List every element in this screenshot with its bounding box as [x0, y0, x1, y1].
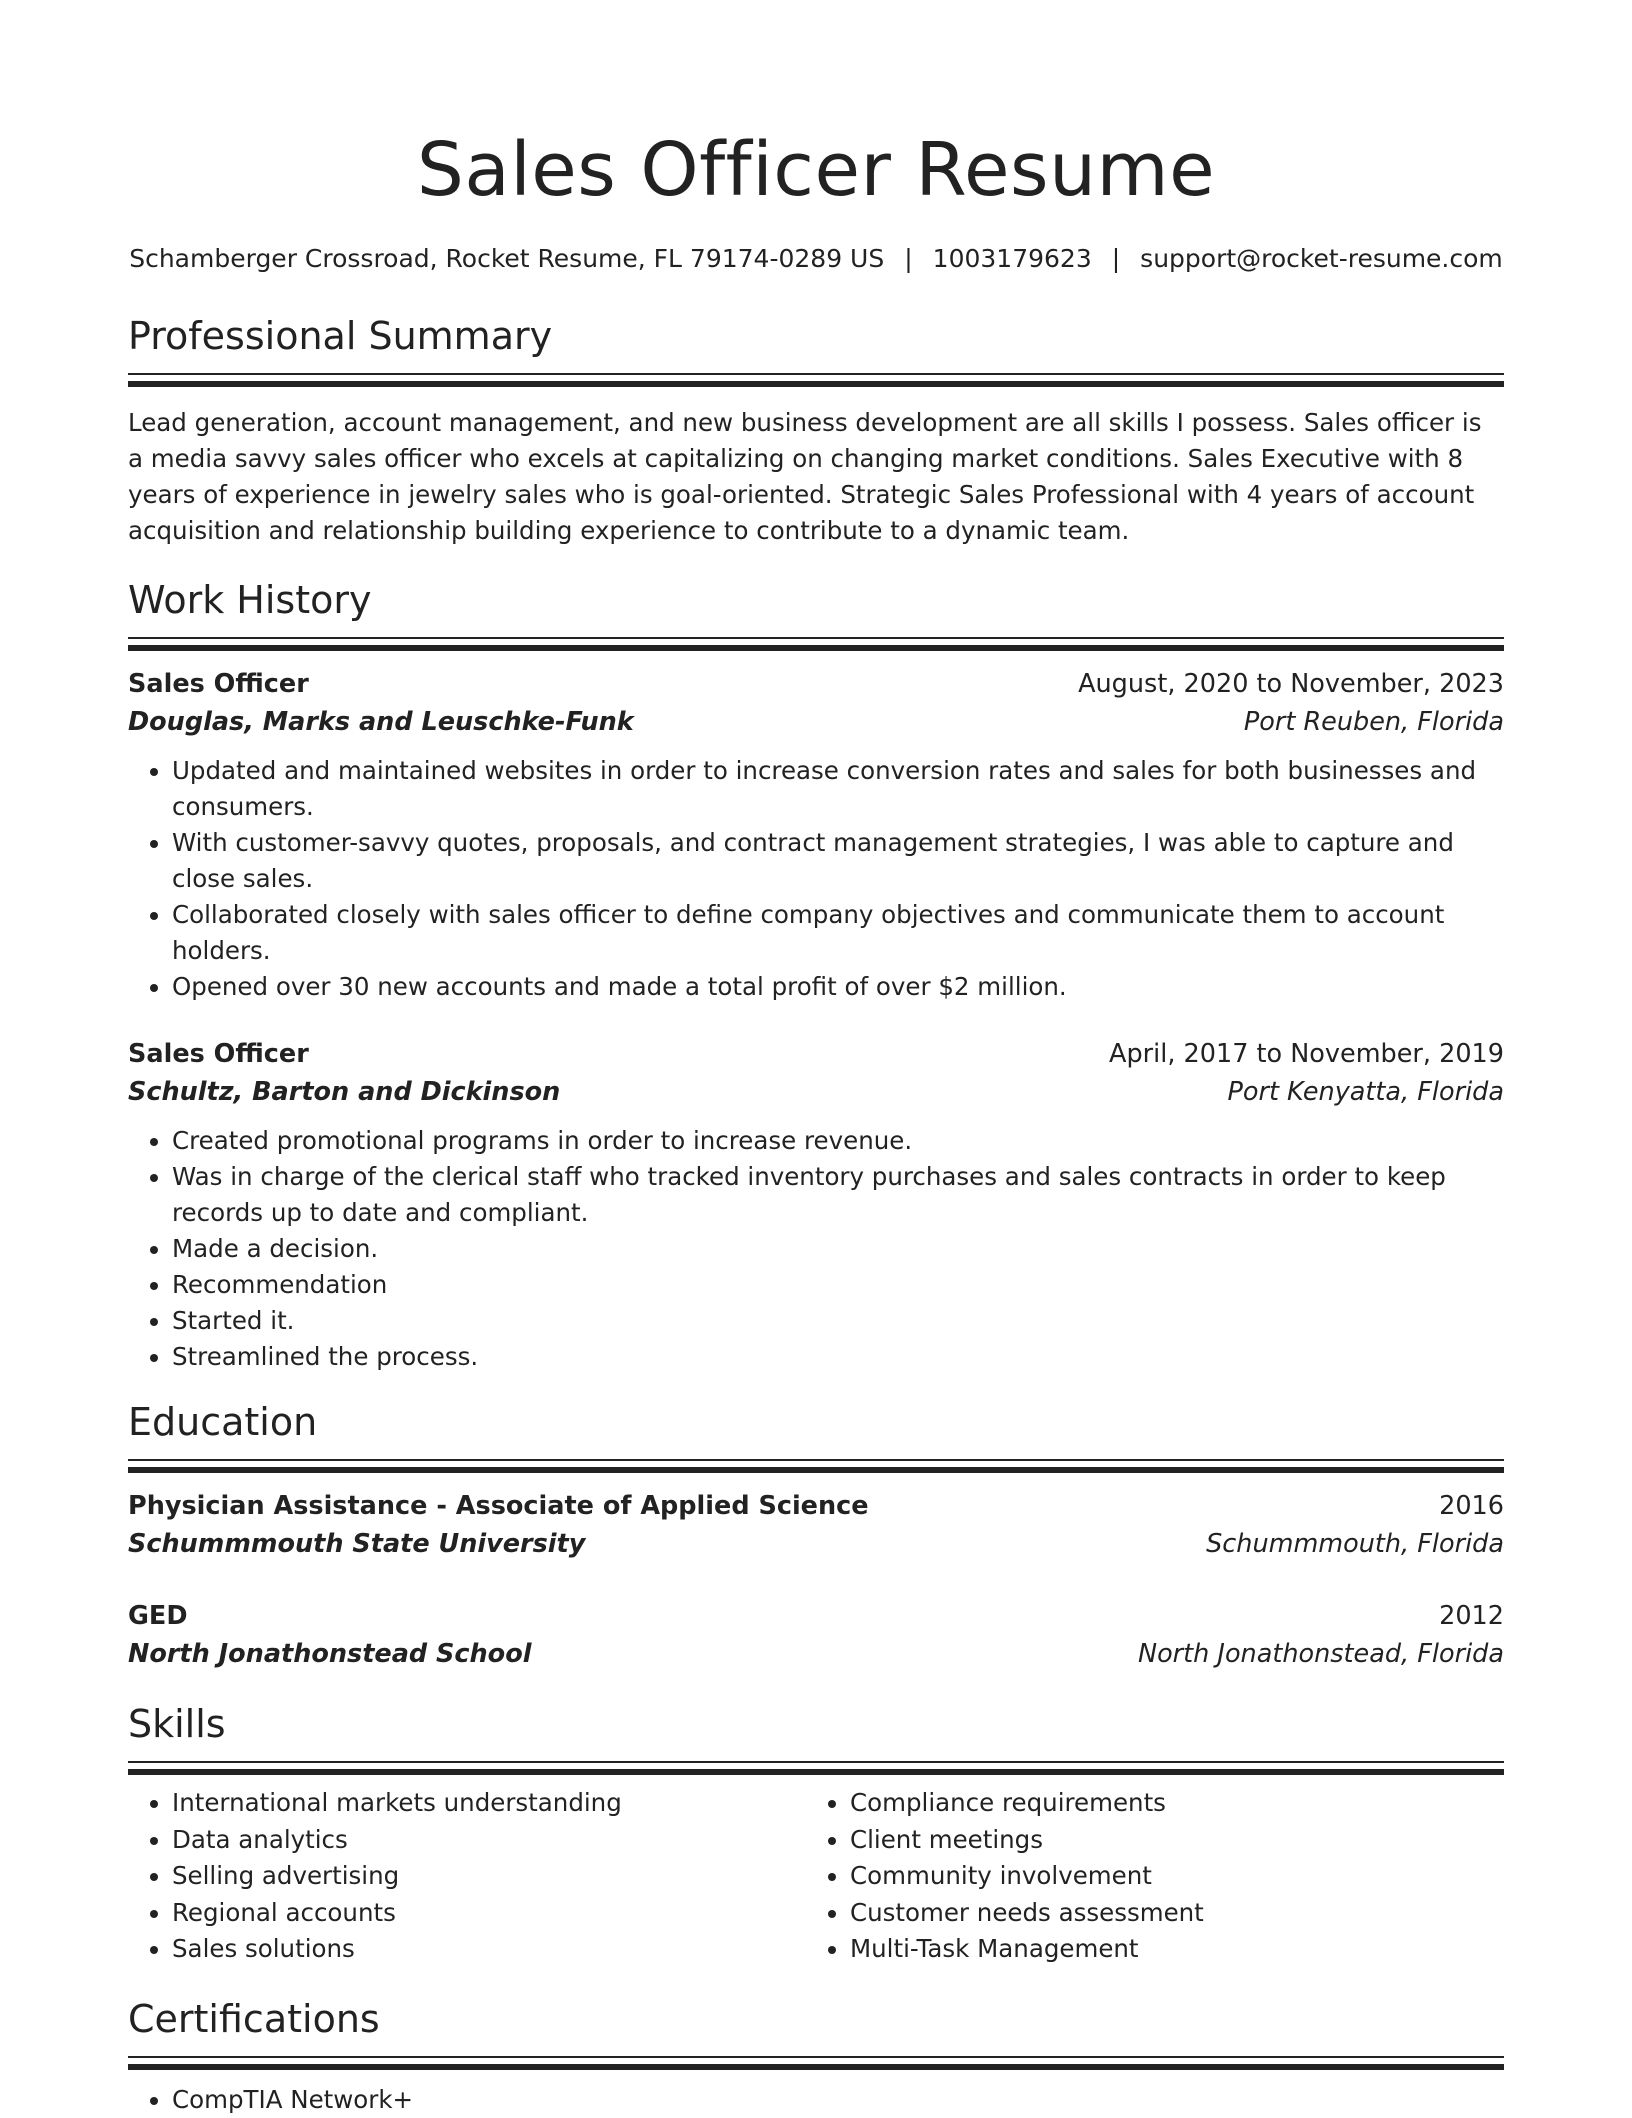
contact-address: Schamberger Crossroad, Rocket Resume, FL 79174-0289 US [129, 244, 885, 273]
job-entry [128, 665, 1504, 1005]
contact-phone: 1003179623 [932, 244, 1092, 273]
work-history-section [128, 575, 1504, 1375]
job-entry [128, 1035, 1504, 1375]
education-degree: Physician Assistance - Associate of Applied Science [128, 1491, 869, 1521]
section-heading-summary: Professional Summary [128, 314, 553, 358]
education-section [128, 1397, 1504, 1673]
skill-item: • International markets understanding [172, 1785, 806, 1822]
summary-text: Lead generation, account management, and new business development are all skills I possess. Sales officer is a media savvy sales officer who excels at capitalizing on changing market conditions. Sales Executive with 8 years of experience in jewelry sales who is goal-oriented. Strategic Sales Professional with 4 years of account acquisition and relationship building experience to contribute to a dynamic team. [128, 408, 1482, 545]
list-item: • Opened over 30 new accounts and made a total profit of over $2 million. [172, 969, 1504, 1005]
education-location: Schummmouth, Florida [1206, 1529, 1504, 1559]
skill-item: • Regional accounts [172, 1895, 806, 1932]
skill-item: • Multi-Task Management [850, 1931, 1484, 1968]
contact-email[interactable]: support@rocket-resume.com [1140, 244, 1503, 273]
skill-item: • Client meetings [850, 1822, 1484, 1859]
certifications-list [128, 2082, 1504, 2118]
education-degree: GED [128, 1601, 188, 1631]
section-heading-certifications: Certifications [128, 1996, 380, 2041]
contact-line [128, 242, 1504, 276]
skill-item: • Customer needs assessment [850, 1895, 1484, 1932]
skills-column-left [128, 1785, 806, 1968]
section-heading-skills: Skills [128, 1702, 226, 1746]
section-heading-work-history: Work History [128, 578, 372, 622]
job-company: Douglas, Marks and Leuschke-Funk [128, 707, 634, 737]
skill-item: • Sales solutions [172, 1931, 806, 1968]
section-divider [128, 373, 1504, 387]
list-item: • Created promotional programs in order to increase revenue. [172, 1123, 1504, 1159]
list-item: • Made a decision. [172, 1231, 1504, 1267]
contact-separator: | [1111, 244, 1121, 273]
education-year: 2016 [1439, 1491, 1504, 1521]
list-item: • Collaborated closely with sales officer to define company objectives and communicate them to account holders. [172, 897, 1504, 969]
list-item: • Streamlined the process. [172, 1339, 1504, 1375]
list-item: • Started it. [172, 1303, 1504, 1339]
section-divider [128, 1761, 1504, 1775]
education-year: 2012 [1439, 1601, 1504, 1631]
contact-separator: | [904, 244, 913, 273]
section-heading-education: Education [128, 1400, 318, 1444]
list-item: • Updated and maintained websites in order to increase conversion rates and sales for both businesses and consumers. [172, 753, 1504, 825]
education-entry [128, 1597, 1504, 1673]
section-divider [128, 1459, 1504, 1473]
education-location: North Jonathonstead, Florida [1138, 1639, 1504, 1669]
job-title: Sales Officer [128, 1039, 309, 1069]
skill-item: • Data analytics [172, 1822, 806, 1859]
page-title: Sales Officer Resume [416, 127, 1216, 213]
resume-page [128, 0, 1504, 2118]
list-item: • Was in charge of the clerical staff who tracked inventory purchases and sales contracts in order to keep records up to date and compliant. [172, 1159, 1504, 1231]
section-divider [128, 637, 1504, 651]
skill-item: • Community involvement [850, 1858, 1484, 1895]
list-item: • Recommendation [172, 1267, 1504, 1303]
skills-grid [128, 1785, 1504, 1968]
job-bullets [128, 1123, 1504, 1375]
certifications-section [128, 1994, 1504, 2118]
job-location: Port Reuben, Florida [1243, 707, 1504, 737]
skills-section [128, 1699, 1504, 1968]
skill-item: • Compliance requirements [850, 1785, 1484, 1822]
education-school: Schummmouth State University [128, 1529, 586, 1559]
skill-item: • Selling advertising [172, 1858, 806, 1895]
list-item: • With customer-savvy quotes, proposals, and contract management strategies, I was able to capture and close sales. [172, 825, 1504, 897]
certification-item: • CompTIA Network+ [172, 2082, 1504, 2118]
summary-section [128, 311, 1504, 549]
job-bullets [128, 753, 1504, 1005]
job-title: Sales Officer [128, 669, 309, 699]
job-location: Port Kenyatta, Florida [1227, 1077, 1504, 1107]
job-dates: April, 2017 to November, 2019 [1109, 1039, 1504, 1069]
skills-column-right [806, 1785, 1484, 1968]
job-company: Schultz, Barton and Dickinson [128, 1077, 561, 1107]
section-divider [128, 2056, 1504, 2070]
education-school: North Jonathonstead School [128, 1639, 532, 1669]
job-dates: August, 2020 to November, 2023 [1078, 669, 1504, 699]
education-entry [128, 1487, 1504, 1563]
